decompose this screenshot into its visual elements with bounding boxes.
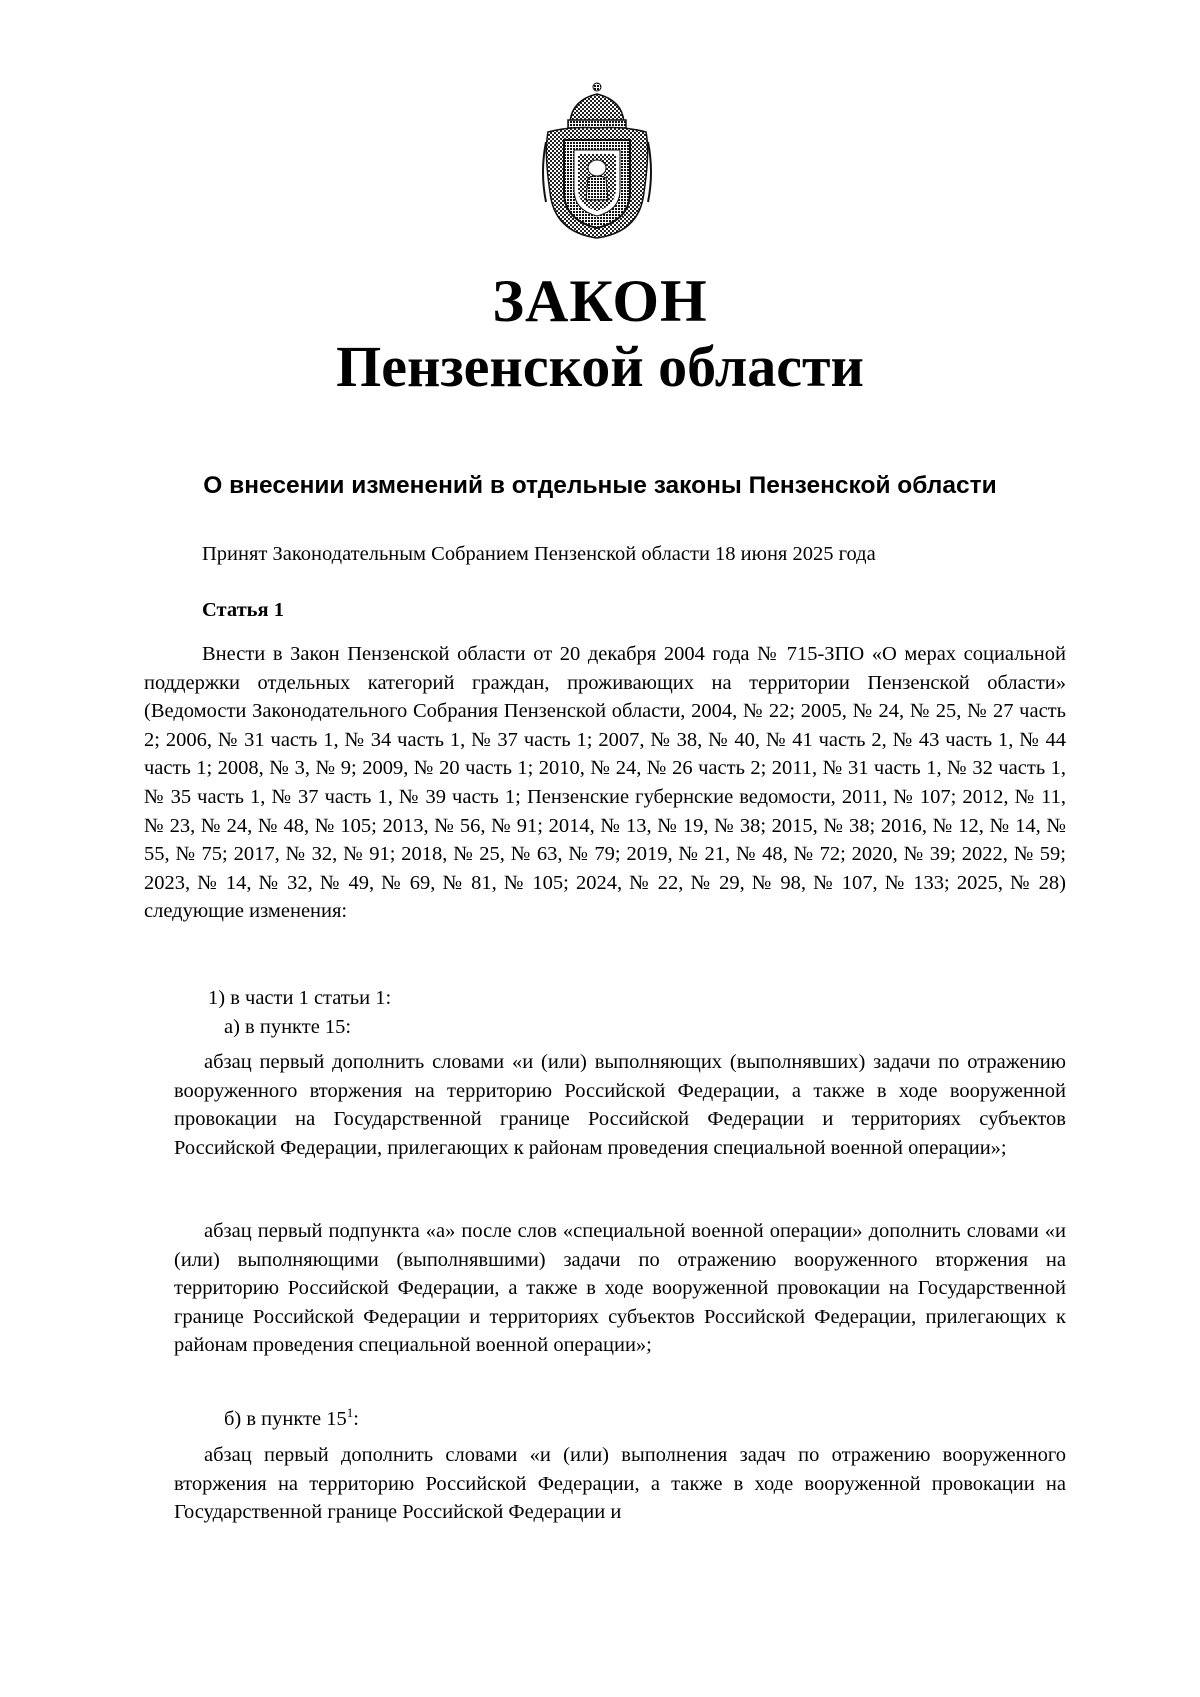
list-item-1b-text: б) в пункте 15 xyxy=(224,1408,347,1430)
article-heading: Статья 1 xyxy=(202,599,284,621)
list-item-1: 1) в части 1 статьи 1: xyxy=(208,987,392,1009)
list-item-1b-superscript: 1 xyxy=(346,1405,354,1421)
paragraph-a2: абзац первый подпункта «а» после слов «специальной военной операции» дополнить словами «и (или) выполняющими (выполнявшими) задачи по отражению вооруженного вторжения на территорию Российской Федерации, а также в ходе вооруженной провокации на Государственной границе Российской Федерации и территориях субъектов Российской Федерации, прилегающих к районам проведения специальной военной операции»; xyxy=(174,1220,1066,1357)
adoption-note: Принят Законодательным Собранием Пензенской области 18 июня 2025 года xyxy=(202,543,876,565)
list-item-1b xyxy=(224,1405,359,1433)
coat-of-arms-icon xyxy=(540,82,654,240)
list-item-1b-colon: : xyxy=(353,1408,359,1430)
document-subtitle: Пензенской области xyxy=(336,334,864,399)
paragraph-a1: абзац первый дополнить словами «и (или) выполняющих (выполнявших) задачи по отражению вооруженного вторжения на территорию Российской Федерации, а также в ходе вооруженной провокации на Государственной границе Российской Федерации и территориях субъектов Российской Федерации, прилегающих к районам проведения специальной военной операции»; xyxy=(174,1051,1066,1159)
law-name: О внесении изменений в отдельные законы Пензенской области xyxy=(203,472,997,499)
list-item-1a: а) в пункте 15: xyxy=(224,1016,352,1038)
document-title: ЗАКОН xyxy=(492,268,708,334)
article-intro-paragraph: Внести в Закон Пензенской области от 20 декабря 2004 года № 715-ЗПО «О мерах социальной поддержки отдельных категорий граждан, проживающих на территории Пензенской области» (Ведомости Законодательного Собрания Пензенской области, 2004, № 22; 2005, № 24, № 25, № 27 часть 2; 2006, № 31 часть 1, № 34 часть 1, № 37 часть 1; 2007, № 38, № 40, № 41 часть 2, № 43 часть 1, № 44 часть 1; 2008, № 3, № 9; 2009, № 20 часть 1; 2010, № 24, № 26 часть 2; 2011, № 31 часть 1, № 32 часть 1, № 35 часть 1, № 37 часть 1, № 39 часть 1; Пензенские губернские ведомости, 2011, № 107; 2012, № 11, № 23, № 24, № 48, № 105; 2013, № 56, № 91; 2014, № 13, № 19, № 38; 2015, № 38; 2016, № 12, № 14, № 55, № 75; 2017, № 32, № 91; 2018, № 25, № 63, № 79; 2019, № 21, № 48, № 72; 2020, № 39; 2022, № 59; 2023, № 14, № 32, № 49, № 69, № 81, № 105; 2024, № 22, № 29, № 98, № 107, № 133; 2025, № 28) следующие изменения: xyxy=(144,643,1066,923)
paragraph-b1: абзац первый дополнить словами «и (или) выполнения задач по отражению вооруженного вторжения на территорию Российской Федерации, а также в ходе вооруженной провокации на Государственной границе Российской Федерации и xyxy=(174,1444,1066,1524)
